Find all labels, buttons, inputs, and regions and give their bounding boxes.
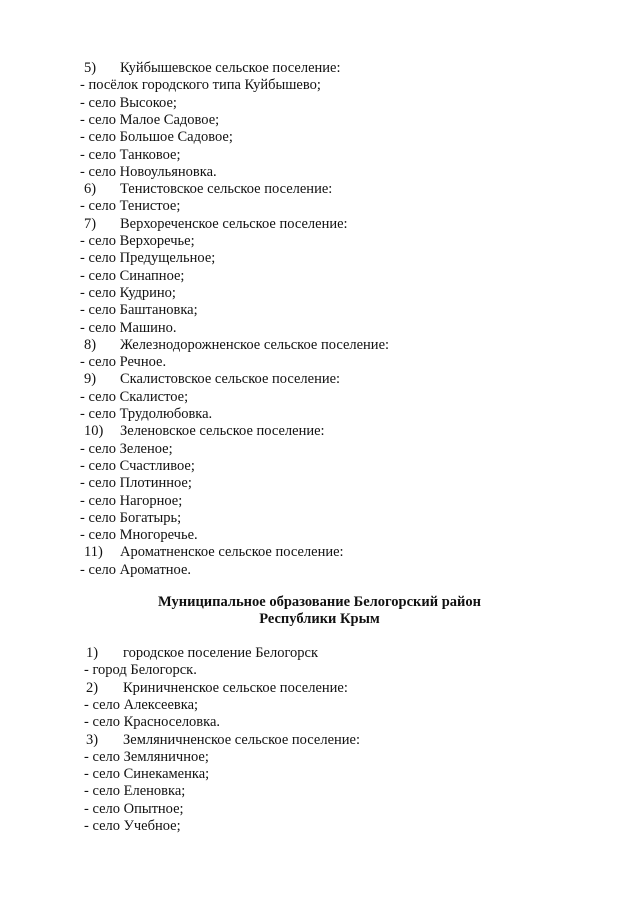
settlement-entry: - село Машино. — [80, 320, 177, 336]
settlement-entry: - село Малое Садовое; — [80, 112, 220, 128]
settlement-group-header: Тенистовское сельское поселение: — [120, 181, 333, 197]
settlement-group-header: Верхореченское сельское поселение: — [120, 216, 348, 232]
settlement-entry: - село Трудолюбовка. — [80, 406, 213, 422]
list-item-number: 10) — [84, 423, 104, 439]
settlement-entry: - село Богатырь; — [80, 510, 182, 526]
settlement-entry: - село Нагорное; — [80, 493, 183, 509]
settlement-group-header: Куйбышевское сельское поселение: — [120, 60, 341, 76]
settlement-entry: - село Скалистое; — [80, 389, 189, 405]
list-item-number: 9) — [84, 371, 97, 387]
settlement-group-header: Ароматненское сельское поселение: — [120, 544, 344, 560]
heading-line-2: Республики Крым — [259, 611, 380, 627]
settlement-entry: - село Новоульяновка. — [80, 164, 217, 180]
list-item-number: 1) — [86, 645, 99, 661]
settlement-entry: - село Баштановка; — [80, 302, 198, 318]
settlement-entry: - село Предущельное; — [80, 250, 216, 266]
settlement-entry: - село Большое Садовое; — [80, 129, 233, 145]
settlement-entry: - город Белогорск. — [84, 662, 197, 678]
settlement-entry: - село Тенистое; — [80, 198, 181, 214]
settlement-entry: - село Плотинное; — [80, 475, 192, 491]
settlement-entry: - село Опытное; — [84, 801, 184, 817]
settlement-entry: - село Учебное; — [84, 818, 181, 834]
settlement-group-header: Железнодорожненское сельское поселение: — [120, 337, 390, 353]
settlement-group-header: Земляничненское сельское поселение: — [123, 732, 360, 748]
list-item-number: 11) — [84, 544, 103, 560]
settlement-entry: - село Счастливое; — [80, 458, 195, 474]
settlement-entry: - село Верхоречье; — [80, 233, 195, 249]
settlement-group-header: городское поселение Белогорск — [123, 645, 319, 661]
settlement-entry: - село Еленовка; — [84, 783, 186, 799]
list-item-number: 8) — [84, 337, 97, 353]
list-item-number: 6) — [84, 181, 97, 197]
settlement-entry: - село Танковое; — [80, 147, 181, 163]
settlement-entry: - село Алексеевка; — [84, 697, 199, 713]
list-item-number: 3) — [86, 732, 99, 748]
settlement-entry: - село Синекаменка; — [84, 766, 210, 782]
settlement-entry: - село Кудрино; — [80, 285, 176, 301]
list-item-number: 5) — [84, 60, 97, 76]
settlement-entry: - посёлок городского типа Куйбышево; — [80, 77, 321, 93]
heading-line-1: Муниципальное образование Белогорский район — [157, 594, 481, 610]
settlement-entry: - село Речное. — [80, 354, 167, 370]
list-item-number: 7) — [84, 216, 97, 232]
settlement-group-header: Криничненское сельское поселение: — [123, 680, 348, 696]
settlement-entry: - село Ароматное. — [80, 562, 192, 578]
settlement-entry: - село Красноселовка. — [84, 714, 221, 730]
list-item-number: 2) — [86, 680, 99, 696]
settlement-group-header: Зеленовское сельское поселение: — [120, 423, 325, 439]
settlement-entry: - село Земляничное; — [84, 749, 209, 765]
settlement-entry: - село Высокое; — [80, 95, 177, 111]
settlement-entry: - село Многоречье. — [80, 527, 198, 543]
settlement-entry: - село Синапное; — [80, 268, 185, 284]
settlement-entry: - село Зеленое; — [80, 441, 173, 457]
settlement-group-header: Скалистовское сельское поселение: — [120, 371, 341, 387]
